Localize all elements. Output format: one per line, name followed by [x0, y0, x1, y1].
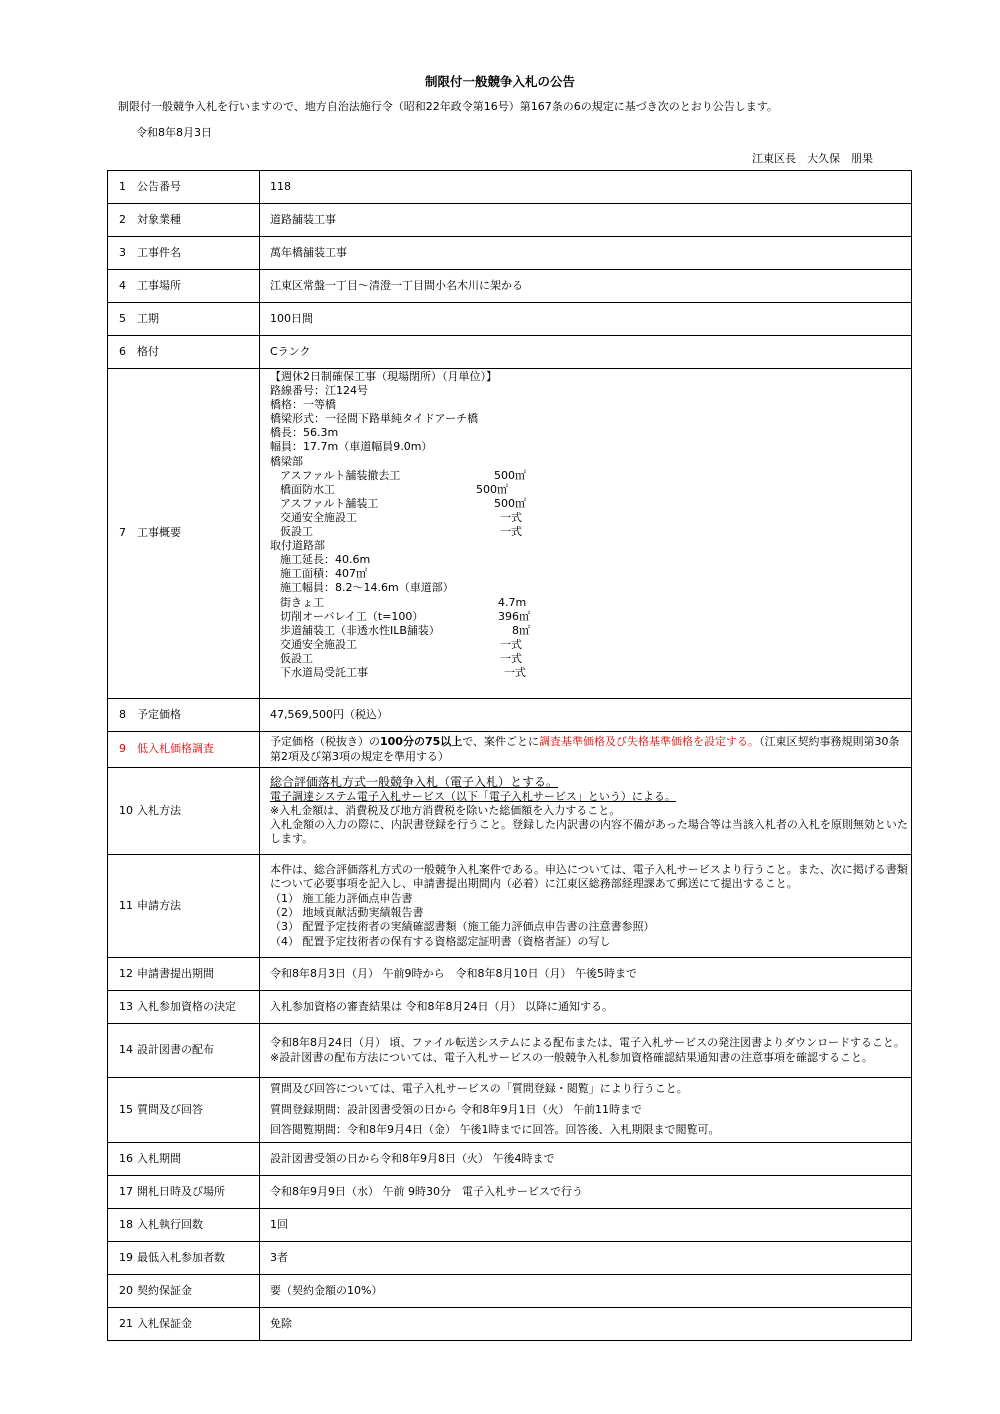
table-row	[108, 855, 912, 958]
table-row	[108, 1209, 912, 1242]
overview-form: 橋梁形式：一径間下路単純タイドアーチ橋	[270, 412, 479, 426]
row-value: 要（契約金額の10%）	[260, 1275, 912, 1308]
row-label: 18 入札執行回数	[108, 1209, 260, 1242]
overview-road-section: 取付道路部	[270, 539, 325, 553]
overview-route: 路線番号：江124号	[270, 384, 368, 398]
row-value: 設計図書受領の日から令和8年9月8日（火） 午後4時まで	[260, 1143, 912, 1176]
table-row	[108, 1308, 912, 1341]
overview-width: 幅員：17.7m（車道幅員9.0m）	[270, 440, 433, 454]
list-item: （4） 配置予定技術者の保有する資格認定証明書（資格者証）の写し	[270, 934, 611, 948]
table-row	[108, 303, 912, 336]
intro-text: 制限付一般競争入札を行いますので、地方自治法施行令（昭和22年政令第16号）第167条の6の規定に基づき次のとおり公告します。	[118, 100, 778, 113]
row-label: 21 入札保証金	[108, 1308, 260, 1341]
table-row	[108, 270, 912, 303]
row-label: 13 入札参加資格の決定	[108, 991, 260, 1024]
list-item: （1） 施工能力評価点申告書	[270, 891, 413, 905]
list-item: 街きょ工 4.7m	[280, 595, 527, 609]
table-row	[108, 991, 912, 1024]
list-item: （2） 地域貢献活動実績報告書	[270, 906, 424, 919]
low-bid-value: 予定価格（税抜き）の100分の75以上で、案件ごとに調査基準価格及び失格基準価格を設定する。（江東区契約事務規則第30条第2項及び第3項の規定を準用する）	[260, 732, 912, 768]
list-item: 交通安全施設工 一式	[280, 510, 522, 524]
overview-heading: 【週休2日制確保工事（現場閉所）（月単位）】	[270, 370, 497, 383]
table-row	[108, 171, 912, 204]
list-item: アスファルト舗装撤去工 500㎡	[280, 468, 526, 482]
table-row	[108, 958, 912, 991]
list-item: 交通安全施設工 一式	[280, 637, 522, 651]
row-value: 道路舗装工事	[260, 204, 912, 237]
row-value: 100日間	[260, 303, 912, 336]
row-label: 10 入札方法	[108, 768, 260, 855]
row-value: 47,569,500円（税込）	[260, 699, 912, 732]
row-label: 15 質問及び回答	[108, 1078, 260, 1143]
list-item: 施工延長：40.6m	[280, 553, 371, 567]
overview-grade: 橋格：一等橋	[270, 398, 336, 412]
row-label: 17 開札日時及び場所	[108, 1176, 260, 1209]
row-value: Cランク	[260, 336, 912, 369]
row-label: 20 契約保証金	[108, 1275, 260, 1308]
qa-value: 質問及び回答については、電子入札サービスの「質問登録・閲覧」により行うこと。 質問登録期間：設計図書受領の日から 令和8年9月1日（火） 午前11時まで 回答閲覧期間：令和8年9月4日（金） 午後1時までに回答。回答後、入札期限まで閲覧可。	[260, 1078, 912, 1143]
row-value: 令和8年8月24日（月） 頃、ファイル転送システムによる配布または、電子入札サービスの発注図書よりダウンロードすること。※設計図書の配布方法については、電子入札サービスの一般競争入札参加資格確認結果通知書の注意事項を確認すること。	[260, 1024, 912, 1078]
list-item: 切削オーバレイ工（t=100） 396㎡	[280, 609, 530, 623]
row-label: 14 設計図書の配布	[108, 1024, 260, 1078]
bid-method-value: 総合評価落札方式一般競争入札（電子入札）とする。 電子調達システム電子入札サービス（以下「電子入札サービス」という）による。 ※入札金額は、消費税及び地方消費税を除いた総価額を入力すること。 入札金額の入力の際に、内訳書登録を行うこと。登録した内訳書の内容不備があった場合等は当該入札者の入札を原則無効といたします。	[260, 768, 912, 855]
table-row	[108, 1143, 912, 1176]
list-item: 下水道局受託工事 一式	[280, 665, 526, 679]
row-label: 3 工事件名	[108, 237, 260, 270]
row-label: 4 工事場所	[108, 270, 260, 303]
notice-date: 令和8年8月3日	[136, 126, 212, 139]
overview-cell	[260, 369, 912, 699]
table-row	[108, 699, 912, 732]
row-label: 6 格付	[108, 336, 260, 369]
row-label: 8 予定価格	[108, 699, 260, 732]
row-label: 11 申請方法	[108, 855, 260, 958]
table-row	[108, 1024, 912, 1078]
row-label: 1 公告番号	[108, 171, 260, 204]
list-item: 仮設工 一式	[280, 651, 522, 665]
row-value: 1回	[260, 1209, 912, 1242]
list-item: 施工幅員：8.2～14.6m（車道部）	[280, 581, 454, 595]
row-value: 免除	[260, 1308, 912, 1341]
row-label: 12 申請書提出期間	[108, 958, 260, 991]
application-value: 本件は、総合評価落札方式の一般競争入札案件である。申込については、電子入札サービスより行うこと。また、次に掲げる書類について必要事項を記入し、申請書提出期間内（必着）に江東区総務部経理課あて郵送にて提出すること。 （1） 施工能力評価点申告書 （2） 地域貢献活動実績報告書 （3） 配置予定技術者の実績確認書類（施工能力評価点申告書の注意書参照） （4） 配置予定技術者の保有する資格認定証明書（資格者証）の写し	[260, 855, 912, 958]
notice-table	[107, 170, 912, 1341]
row-label: 7 工事概要	[108, 369, 260, 699]
row-value: 萬年橋舗装工事	[260, 237, 912, 270]
row-value: 江東区常盤一丁目～清澄一丁目間小名木川に架かる	[260, 270, 912, 303]
list-item: 橋面防水工 500㎡	[280, 482, 508, 496]
overview-list	[270, 370, 909, 680]
list-item: （3） 配置予定技術者の実績確認書類（施工能力評価点申告書の注意書参照）	[270, 920, 655, 934]
row-label: 2 対象業種	[108, 204, 260, 237]
row-label: 16 入札期間	[108, 1143, 260, 1176]
row-value: 3者	[260, 1242, 912, 1275]
list-item: アスファルト舗装工 500㎡	[280, 496, 526, 510]
row-value: 118	[260, 171, 912, 204]
row-label: 19 最低入札参加者数	[108, 1242, 260, 1275]
table-row	[108, 1275, 912, 1308]
overview-length: 橋長：56.3m	[270, 426, 339, 440]
row-value: 令和8年9月9日（水） 午前 9時30分 電子入札サービスで行う	[260, 1176, 912, 1209]
overview-bridge-section: 橋梁部	[270, 454, 303, 468]
list-item: 施工面積：407㎡	[280, 567, 367, 581]
table-row	[108, 336, 912, 369]
table-row	[108, 369, 912, 699]
table-row	[108, 1176, 912, 1209]
row-value: 令和8年8月3日（月） 午前9時から 令和8年8月10日（月） 午後5時まで	[260, 958, 912, 991]
list-item: 仮設工 一式	[280, 525, 522, 539]
page-title: 制限付一般競争入札の公告	[424, 74, 575, 89]
table-row	[108, 732, 912, 768]
table-row	[108, 237, 912, 270]
row-label: 9 低入札価格調査	[108, 732, 260, 768]
row-label: 5 工期	[108, 303, 260, 336]
list-item: 歩道舗装工（非透水性ILB舗装） 8㎡	[280, 623, 530, 637]
table-row	[108, 768, 912, 855]
table-row	[108, 1242, 912, 1275]
table-row	[108, 1078, 912, 1143]
table-row	[108, 204, 912, 237]
row-value: 入札参加資格の審査結果は 令和8年8月24日（月） 以降に通知する。	[260, 991, 912, 1024]
signer: 江東区長 大久保 朋果	[752, 152, 873, 165]
